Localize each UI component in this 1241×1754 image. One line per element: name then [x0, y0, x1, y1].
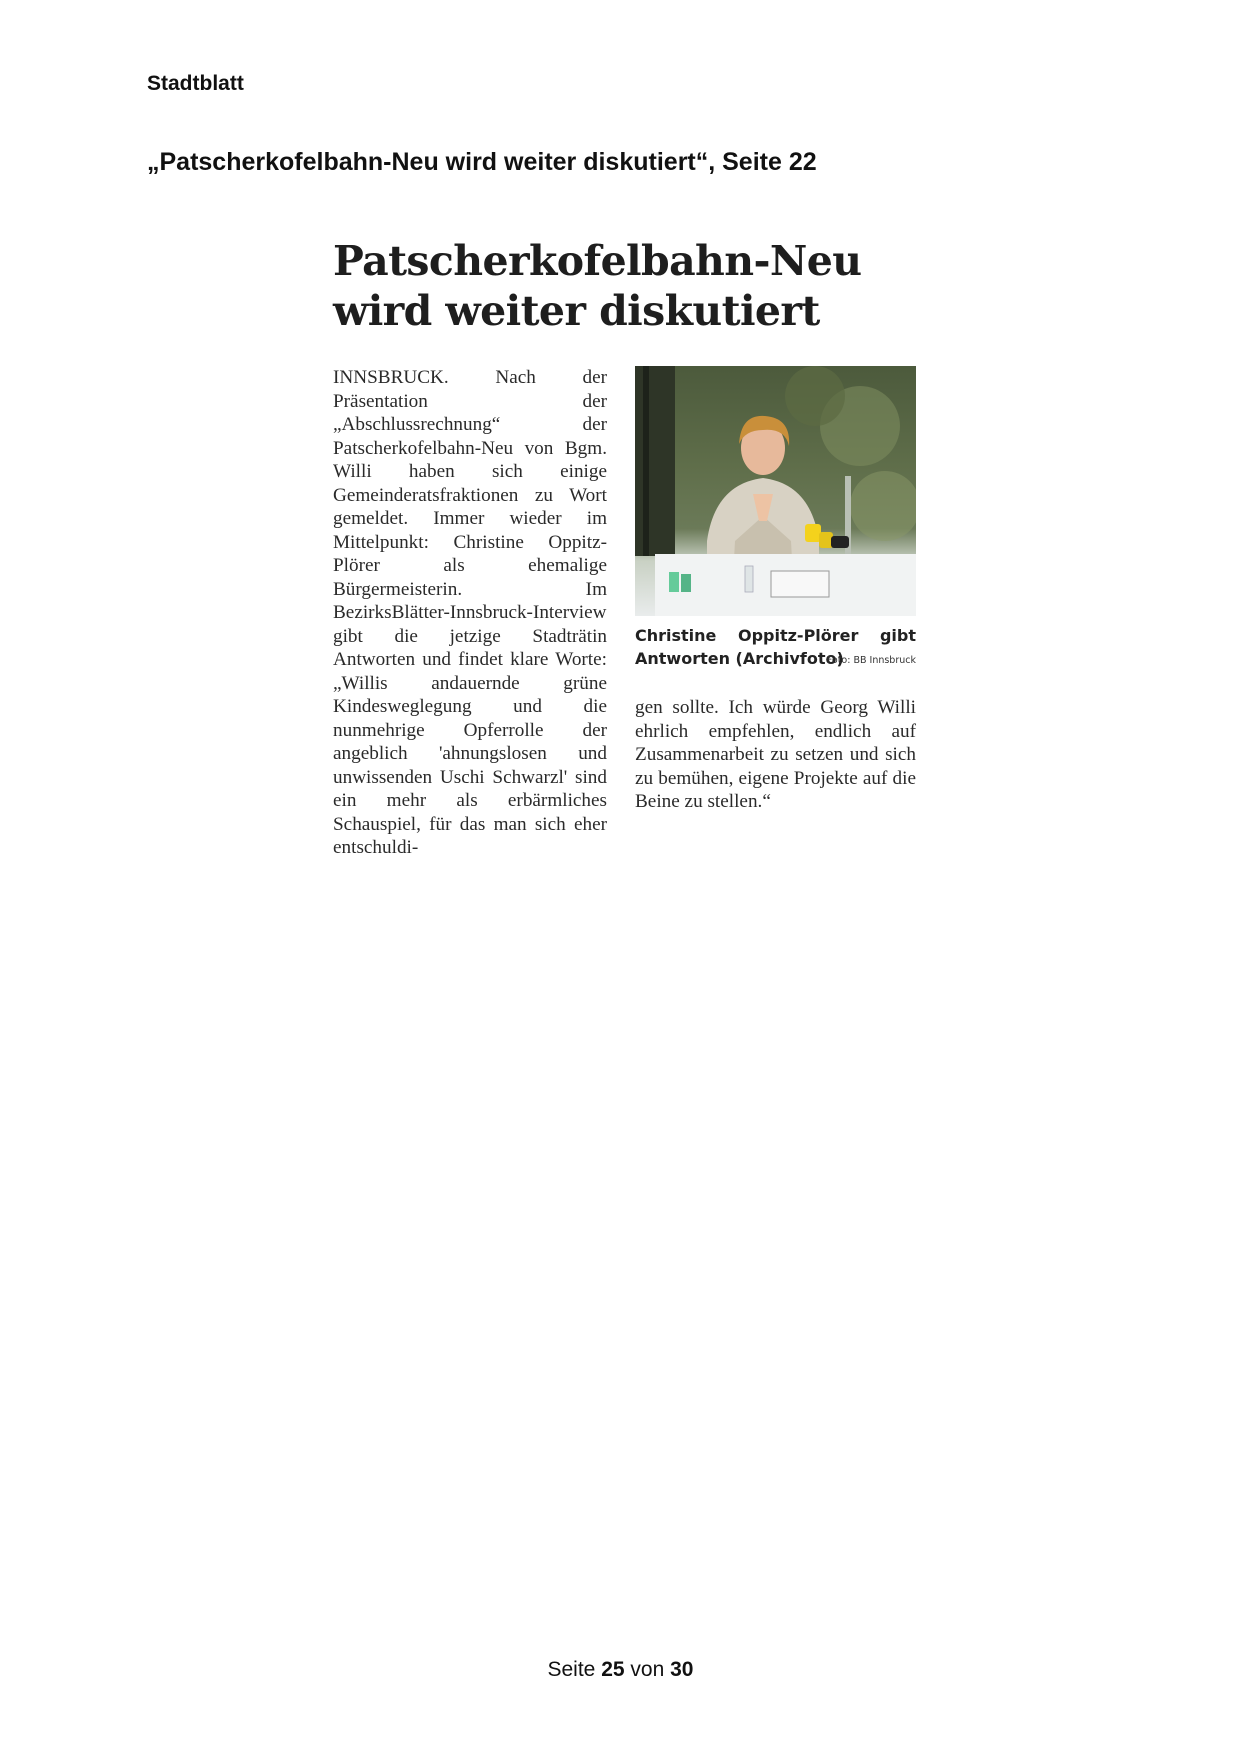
page-number — [0, 1658, 1241, 1682]
article-right-column — [635, 366, 916, 814]
article-body-right: gen sollte. Ich würde Georg Willi ehrlich empfehlen, endlich auf Zusammenarbeit zu setzen und sich zu bemühen, eigene Projekte auf die Beine zu stellen.“ — [635, 697, 916, 812]
current-page: 25 — [601, 1658, 625, 1681]
article-headline — [333, 236, 916, 336]
article-photo — [635, 366, 916, 616]
headline-line-2: wird weiter diskutiert — [333, 287, 820, 335]
photo-credit: Foto: BB Innsbruck — [826, 655, 916, 666]
photo-illustration — [635, 366, 916, 616]
page-prefix: Seite — [547, 1658, 596, 1681]
source-name: Stadtblatt — [147, 72, 244, 95]
newspaper-clipping — [333, 236, 916, 858]
photo-caption: Christine Oppitz-Plörer gibt Antworten (Archivfoto) — [635, 626, 916, 668]
article-columns — [333, 366, 916, 858]
page-separator: von — [630, 1658, 665, 1681]
photo-caption-row — [635, 624, 916, 684]
headline-line-1: Patscherkofelbahn-Neu — [333, 237, 862, 285]
document-title: „Patscherkofelbahn-Neu wird weiter diskutiert“, Seite 22 — [147, 148, 817, 176]
total-pages: 30 — [670, 1658, 694, 1681]
article-body-left: INNSBRUCK. Nach der Präsentation der „Abschlussrechnung“ der Patscherkofelbahn-Neu von Bgm. Willi haben sich einige Gemeinderatsfraktionen zu Wort gemeldet. Immer wieder im Mittelpunkt: Christine Oppitz-Plörer als ehemalige Bürgermeisterin. Im BezirksBlätter-Innsbruck-Interview gibt die jetzige Stadträtin Antworten und findet klare Worte: „Willis andauernde grüne Kindesweglegung und die nunmehrige Opferrolle der angeblich 'ahnungslosen und unwissenden Uschi Schwarzl' sind ein mehr als erbärmliches Schauspiel, für das man sich eher entschuldi- — [333, 367, 607, 858]
